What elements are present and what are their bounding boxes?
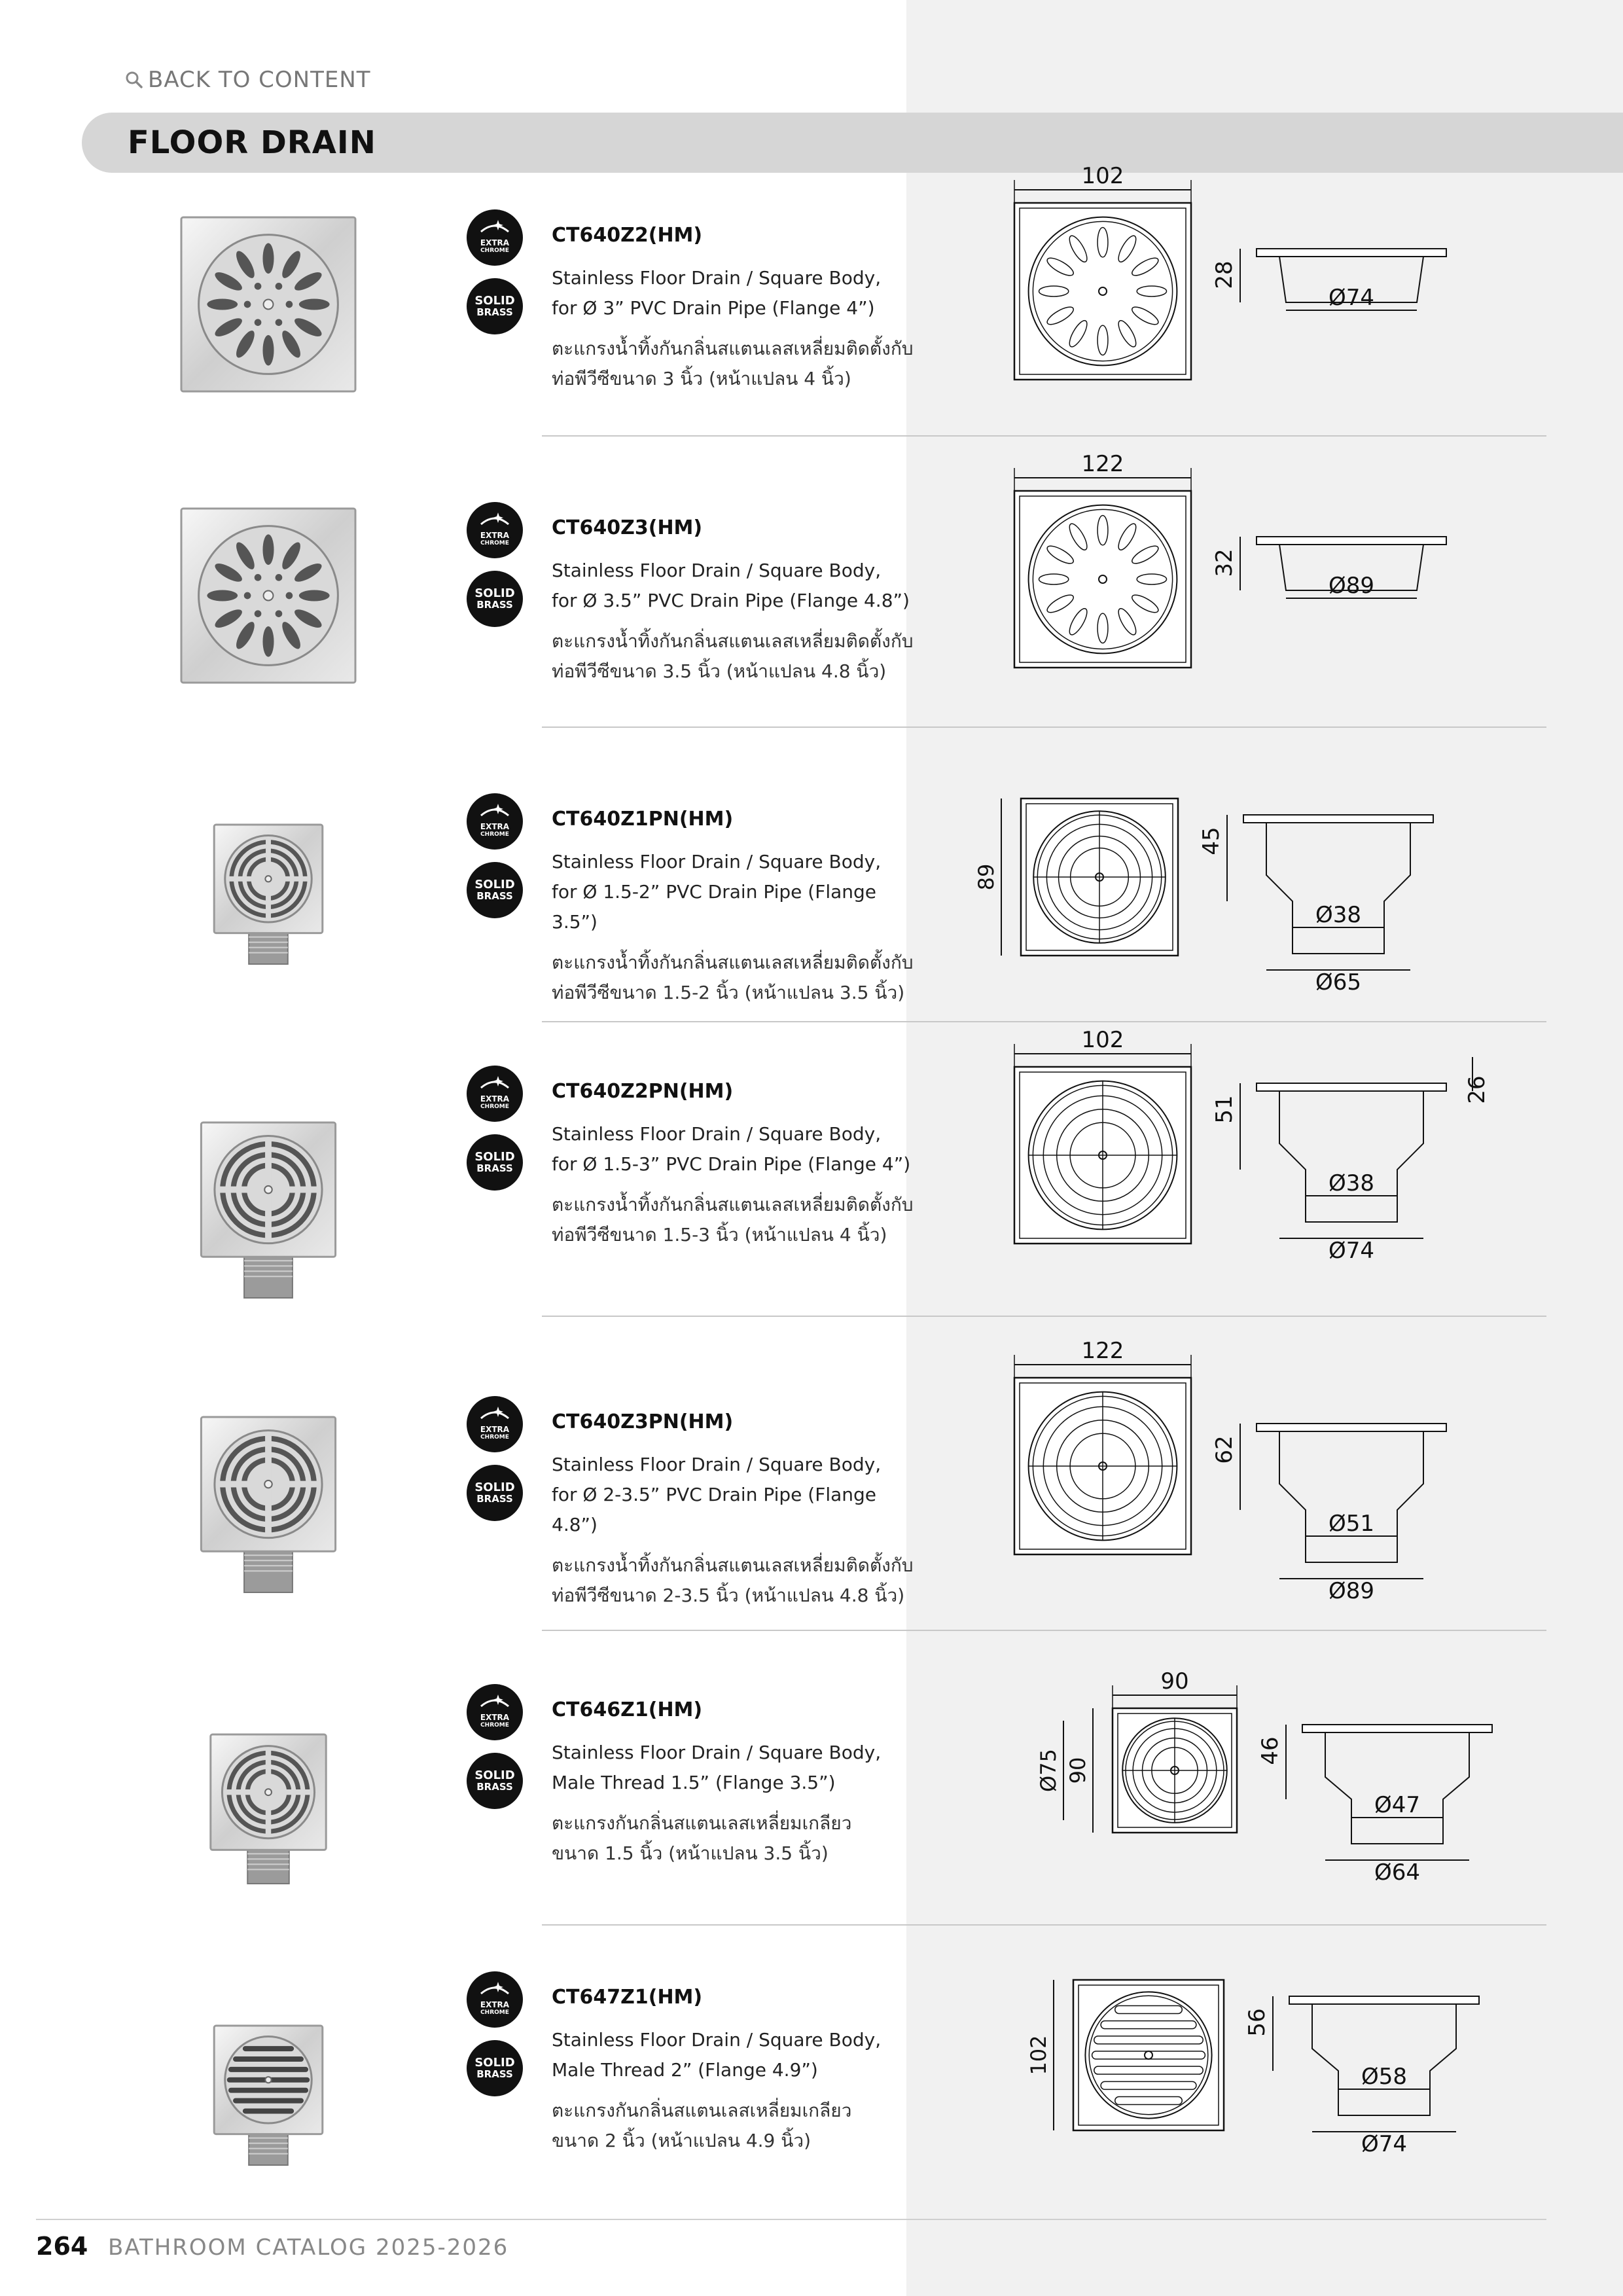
dimension-label: 56	[1244, 2008, 1270, 2037]
badge-line2: BRASS	[476, 599, 513, 611]
product-description-th: ตะแกรงน้ำทิ้งกันกลิ่นสแตนเลสเหลี่ยมติดตั้งกับ	[552, 1194, 914, 1215]
solid-brass-badge	[467, 1465, 523, 1521]
product-description-en: for Ø 2-3.5” PVC Drain Pipe (Flange 4.8”)	[552, 1484, 877, 1535]
back-to-content-link[interactable]	[124, 64, 371, 96]
dimension-label: 26	[1464, 1075, 1490, 1104]
badge-line1: SOLID	[474, 1480, 515, 1494]
solid-brass-badge	[467, 1753, 523, 1809]
section-flange	[1302, 1725, 1492, 1732]
technical-drawing	[982, 451, 1479, 740]
solid-brass-badge	[467, 2040, 523, 2096]
extra-chrome-badge	[467, 793, 523, 850]
product-info	[552, 223, 918, 394]
badge-line1: EXTRA	[480, 821, 510, 831]
drain-pipe	[247, 1846, 289, 1884]
badge-line2: CHROME	[480, 539, 509, 547]
dimension-label: Ø38	[1328, 1170, 1375, 1196]
badge-line2: BRASS	[476, 1162, 513, 1174]
technical-drawing	[982, 1027, 1490, 1316]
product-description-th: ท่อพีวีซีขนาด 2-3.5 นิ้ว (หน้าแปลน 4.8 นิ้ว)	[552, 1585, 905, 1606]
section-flange	[1289, 1996, 1479, 2004]
product-description-th: ตะแกรงกันกลิ่นสแตนเลสเหลี่ยมเกลียว	[552, 1812, 852, 1834]
plan-view	[1014, 491, 1191, 668]
badge-line1: EXTRA	[480, 1712, 510, 1722]
sparkle-icon	[478, 511, 511, 531]
extra-chrome-badge	[467, 1396, 523, 1452]
product-description-en: Stainless Floor Drain / Square Body,	[552, 267, 882, 289]
dimension-label: Ø89	[1328, 573, 1375, 599]
product-info	[552, 806, 918, 1008]
row-divider	[542, 1316, 1546, 1317]
plan-view	[1014, 203, 1191, 380]
product-code: CT646Z1(HM)	[552, 1698, 703, 1721]
badge-line1: SOLID	[474, 1150, 515, 1164]
dimension-label: 90	[1160, 1668, 1189, 1695]
dimension-label: Ø74	[1328, 1238, 1375, 1264]
dimension-label: 102	[1081, 1027, 1124, 1053]
dimension-label: 102	[1026, 2035, 1051, 2075]
product-code: CT640Z3(HM)	[552, 516, 703, 539]
product-description-th: ท่อพีวีซีขนาด 3.5 นิ้ว (หน้าแปลน 4.8 นิ้ว)	[552, 660, 887, 682]
dimension-label: Ø38	[1315, 902, 1362, 928]
dimension-label: Ø51	[1328, 1511, 1375, 1537]
badge-line2: CHROME	[480, 247, 509, 254]
product-info	[552, 1079, 918, 1250]
dimension-label: Ø89	[1328, 1578, 1375, 1604]
technical-drawing	[982, 163, 1479, 452]
solid-brass-badge	[467, 571, 523, 627]
product-code: CT640Z2PN(HM)	[552, 1080, 734, 1103]
solid-brass-badge	[467, 278, 523, 334]
extra-chrome-badge	[467, 209, 523, 266]
badge-line1: SOLID	[474, 586, 515, 600]
dimension-label: 32	[1211, 548, 1238, 577]
dimension-label: 45	[1198, 827, 1224, 855]
catalog-title: BATHROOM CATALOG 2025-2026	[108, 2234, 509, 2261]
badge-line2: BRASS	[476, 1493, 513, 1505]
dimension-label: Ø75	[1036, 1749, 1061, 1792]
dimension-label: Ø64	[1374, 1859, 1421, 1886]
search-icon	[124, 70, 144, 90]
badge-line1: SOLID	[474, 2056, 515, 2070]
badge-line1: EXTRA	[480, 238, 510, 247]
product-photo	[170, 1728, 366, 1888]
footer-divider	[36, 2219, 1546, 2220]
badge-line1: EXTRA	[480, 530, 510, 540]
dimension-label: Ø65	[1315, 969, 1362, 996]
badge-line2: BRASS	[476, 306, 513, 318]
product-photo	[170, 2019, 366, 2170]
section-title: FLOOR DRAIN	[128, 124, 376, 161]
badge-line2: CHROME	[480, 1103, 509, 1110]
back-to-content-label: BACK TO CONTENT	[148, 67, 371, 93]
badge-line2: CHROME	[480, 1433, 509, 1441]
section-flange	[1243, 815, 1433, 823]
product-info	[552, 1984, 918, 2156]
section-flange	[1257, 1424, 1446, 1431]
product-info	[552, 1409, 918, 1611]
badge-line2: CHROME	[480, 2009, 509, 2016]
dimension-label: Ø47	[1374, 1792, 1421, 1818]
product-code: CT640Z1PN(HM)	[552, 808, 734, 831]
extra-chrome-badge	[467, 1066, 523, 1122]
dimension-label: 28	[1211, 260, 1238, 289]
product-description-en: Stainless Floor Drain / Square Body,	[552, 1454, 882, 1475]
dimension-label: 102	[1081, 163, 1124, 189]
extra-chrome-badge	[467, 1971, 523, 2028]
product-description-th: ตะแกรงกันกลิ่นสแตนเลสเหลี่ยมเกลียว	[552, 2100, 852, 2121]
product-description-en: for Ø 3.5” PVC Drain Pipe (Flange 4.8”)	[552, 590, 910, 611]
solid-brass-badge	[467, 862, 523, 918]
dimension-label: Ø74	[1328, 285, 1375, 311]
technical-drawing	[982, 1338, 1479, 1626]
section-flange	[1257, 1083, 1446, 1091]
badge-line2: BRASS	[476, 890, 513, 902]
product-description-en: Stainless Floor Drain / Square Body,	[552, 560, 882, 581]
badge-line1: SOLID	[474, 878, 515, 891]
product-description-en: for Ø 1.5-3” PVC Drain Pipe (Flange 4”)	[552, 1153, 911, 1175]
badge-line2: BRASS	[476, 2068, 513, 2080]
badge-line1: EXTRA	[480, 1424, 510, 1434]
technical-drawing	[974, 782, 1479, 1057]
product-code: CT640Z3PN(HM)	[552, 1410, 734, 1433]
badge-line1: SOLID	[474, 1768, 515, 1782]
product-info	[552, 1697, 918, 1869]
product-description-en: Stainless Floor Drain / Square Body,	[552, 2029, 882, 2051]
product-description-th: ตะแกรงน้ำทิ้งกันกลิ่นสแตนเลสเหลี่ยมติดตั้งกับ	[552, 630, 914, 652]
dimension-label: Ø58	[1361, 2064, 1408, 2090]
product-description-en: Stainless Floor Drain / Square Body,	[552, 1123, 882, 1145]
product-photo	[170, 818, 366, 969]
sparkle-icon	[478, 1693, 511, 1713]
sparkle-icon	[478, 219, 511, 238]
dimension-label: 122	[1081, 451, 1124, 477]
product-description-en: for Ø 3” PVC Drain Pipe (Flange 4”)	[552, 297, 875, 319]
product-description-th: ท่อพีวีซีขนาด 1.5-2 นิ้ว (หน้าแปลน 3.5 นิ้ว)	[552, 982, 905, 1003]
sparkle-icon	[478, 1981, 511, 2000]
badge-line1: EXTRA	[480, 2000, 510, 2009]
dimension-label: 51	[1211, 1095, 1238, 1124]
product-description-th: ตะแกรงน้ำทิ้งกันกลิ่นสแตนเลสเหลี่ยมติดตั้งกับ	[552, 338, 914, 359]
product-photo	[170, 1410, 366, 1597]
dimension-label: 90	[1065, 1757, 1090, 1784]
badge-line1: EXTRA	[480, 1094, 510, 1103]
product-photo	[170, 1116, 366, 1302]
badge-line2: CHROME	[480, 831, 509, 838]
section-header	[82, 113, 1623, 173]
extra-chrome-badge	[467, 502, 523, 558]
dimension-label: 89	[974, 863, 999, 891]
product-code: CT647Z1(HM)	[552, 1986, 703, 2009]
product-description-en: Stainless Floor Drain / Square Body,	[552, 851, 882, 872]
sparkle-icon	[478, 1075, 511, 1094]
badge-line2: CHROME	[480, 1721, 509, 1729]
product-description-th: ขนาด 2 นิ้ว (หน้าแปลน 4.9 นิ้ว)	[552, 2130, 812, 2151]
product-description-en: for Ø 1.5-2” PVC Drain Pipe (Flange 3.5”)	[552, 881, 877, 933]
technical-drawing	[982, 1668, 1479, 1950]
row-divider	[542, 1630, 1546, 1631]
product-description-th: ขนาด 1.5 นิ้ว (หน้าแปลน 3.5 นิ้ว)	[552, 1842, 829, 1864]
solid-brass-badge	[467, 1134, 523, 1191]
dimension-label: Ø74	[1361, 2131, 1408, 2157]
page-number: 264	[36, 2232, 88, 2261]
product-description-th: ตะแกรงน้ำทิ้งกันกลิ่นสแตนเลสเหลี่ยมติดตั้งกับ	[552, 952, 914, 973]
product-description-en: Male Thread 1.5” (Flange 3.5”)	[552, 1772, 836, 1793]
product-photo	[170, 213, 366, 396]
dimension-label: 122	[1081, 1338, 1124, 1364]
section-flange	[1257, 537, 1446, 545]
product-photo	[170, 504, 366, 687]
extra-chrome-badge	[467, 1684, 523, 1740]
technical-drawing	[982, 1967, 1479, 2242]
product-info	[552, 515, 918, 687]
dimension-label: 46	[1257, 1736, 1283, 1765]
product-description-th: ท่อพีวีซีขนาด 1.5-3 นิ้ว (หน้าแปลน 4 นิ้ว)	[552, 1224, 887, 1246]
sparkle-icon	[478, 802, 511, 822]
badge-line1: SOLID	[474, 294, 515, 308]
dimension-label: 62	[1211, 1435, 1238, 1464]
product-code: CT640Z2(HM)	[552, 224, 703, 247]
section-flange	[1257, 249, 1446, 257]
product-description-en: Male Thread 2” (Flange 4.9”)	[552, 2059, 818, 2081]
badge-line2: BRASS	[476, 1781, 513, 1793]
sparkle-icon	[478, 1405, 511, 1425]
product-description-th: ท่อพีวีซีขนาด 3 นิ้ว (หน้าแปลน 4 นิ้ว)	[552, 368, 851, 389]
plan-view	[1073, 1980, 1224, 2130]
product-description-en: Stainless Floor Drain / Square Body,	[552, 1742, 882, 1763]
product-description-th: ตะแกรงน้ำทิ้งกันกลิ่นสแตนเลสเหลี่ยมติดตั้งกับ	[552, 1554, 914, 1576]
